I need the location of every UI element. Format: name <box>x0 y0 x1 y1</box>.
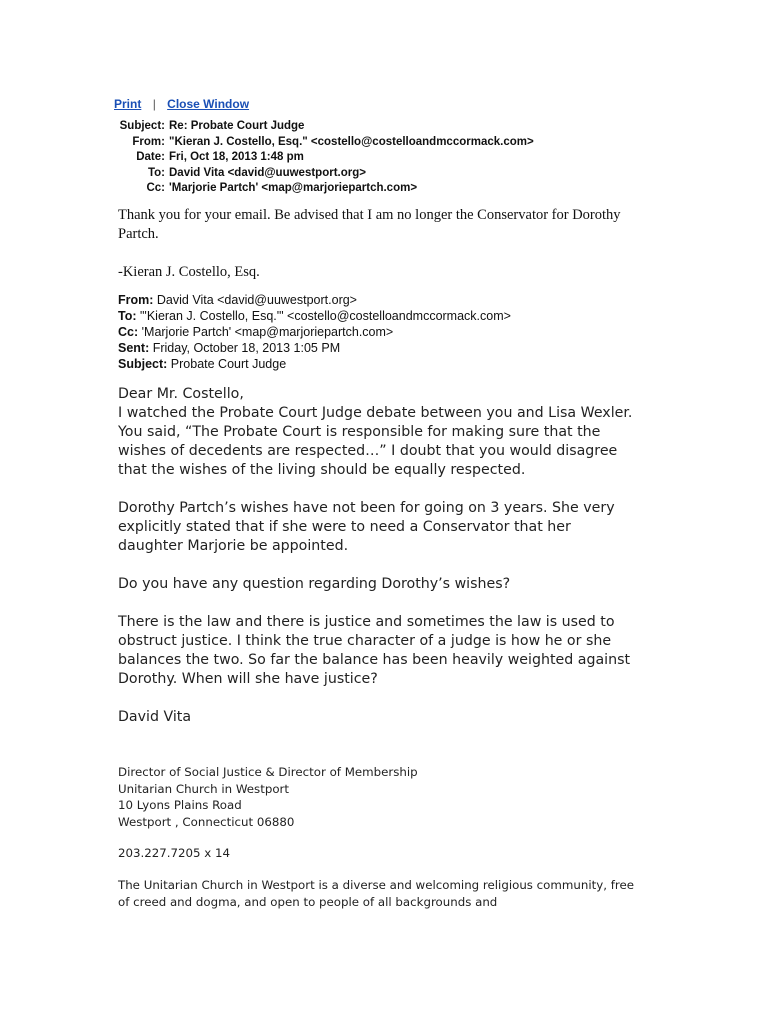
quoted-cc-row <box>118 324 511 340</box>
signature-org: Unitarian Church in Westport <box>118 781 290 796</box>
toolbar <box>114 97 249 111</box>
cc-label: Cc: <box>146 182 165 195</box>
quoted-header <box>118 292 511 372</box>
signature-phone-block <box>118 845 638 862</box>
quoted-message-body <box>118 385 638 746</box>
header-date-row <box>114 150 534 166</box>
signature-title: Director of Social Justice & Director of Membership <box>118 765 418 779</box>
signature-street: 10 Lyons Plains Road <box>118 798 242 812</box>
quoted-to-label: To: <box>118 309 137 323</box>
date-value: Fri, Oct 18, 2013 1:48 pm <box>169 151 304 164</box>
header-to-row <box>114 166 534 182</box>
quoted-cc-label: Cc: <box>118 325 139 339</box>
subject-label: Subject: <box>119 120 165 132</box>
signature-phone: 203.227.7205 x 14 <box>118 846 231 860</box>
date-label: Date: <box>136 151 165 164</box>
toolbar-separator: | <box>152 97 156 111</box>
cc-value: 'Marjorie Partch' <map@marjoriepartch.com> <box>169 182 418 195</box>
quoted-from-row <box>118 292 511 308</box>
body-paragraph-4: There is the law and there is justice and sometimes the law is used to obstruct justice. I think the true character of a judge is how he or she balances the two. So far the balance has been heavily weighted against Dorothy. When will she have justice? <box>118 614 631 687</box>
to-value: David Vita <david@uuwestport.org> <box>169 166 366 179</box>
quoted-subject-label: Subject: <box>118 357 168 371</box>
quoted-sent-label: Sent: <box>118 341 150 355</box>
print-link[interactable]: Print <box>114 97 142 111</box>
quoted-to-value: "'Kieran J. Costello, Esq.'" <costello@costelloandmccormack.com> <box>140 309 511 323</box>
to-label: To: <box>147 166 165 179</box>
subject-value: Re: Probate Court Judge <box>169 120 305 132</box>
reply-text: Thank you for your email. Be advised that I am no longer the Conservator for Dorothy Partch. <box>118 207 621 242</box>
quoted-subject-row <box>118 356 511 372</box>
signature-address <box>118 764 638 830</box>
quoted-subject-value: Probate Court Judge <box>170 357 287 371</box>
signature-tagline-block <box>118 877 638 910</box>
body-paragraph-3: Do you have any question regarding Dorothy’s wishes? <box>118 576 511 592</box>
body-paragraph-2: Dorothy Partch’s wishes have not been for going on 3 years. She very explicitly stated that if she were to need a Conservator that her daughter Marjorie be appointed. <box>118 500 615 554</box>
quoted-from-value: David Vita <david@uuwestport.org> <box>156 293 357 307</box>
quoted-to-row <box>118 308 511 324</box>
body-signature-name: David Vita <box>118 709 192 725</box>
quoted-from-label: From: <box>118 293 154 307</box>
quoted-sent-row <box>118 340 511 356</box>
body-greeting: Dear Mr. Costello, <box>118 386 244 402</box>
header-cc-row <box>114 181 534 197</box>
reply-signature: -Kieran J. Costello, Esq. <box>118 264 260 280</box>
header-from-row <box>114 135 534 151</box>
signature-tagline: The Unitarian Church in Westport is a diverse and welcoming religious community, free of creed and dogma, and open to people of all backgrounds and <box>118 878 634 909</box>
quoted-cc-value: 'Marjorie Partch' <map@marjoriepartch.com> <box>141 325 394 339</box>
signature-city: Westport , Connecticut 06880 <box>118 814 295 829</box>
reply-message <box>118 206 638 282</box>
email-header <box>114 119 534 197</box>
close-window-link[interactable]: Close Window <box>167 97 250 111</box>
from-label: From: <box>132 135 165 148</box>
quoted-sent-value: Friday, October 18, 2013 1:05 PM <box>152 341 341 355</box>
from-value: "Kieran J. Costello, Esq." <costello@costelloandmccormack.com> <box>169 135 534 148</box>
header-subject-row <box>114 119 534 135</box>
body-paragraph-1: I watched the Probate Court Judge debate between you and Lisa Wexler. You said, “The Probate Court is responsible for making sure that the wishes of decedents are respected…” I doubt that you would disagree that the wishes of the living should be equally respected. <box>118 405 633 478</box>
